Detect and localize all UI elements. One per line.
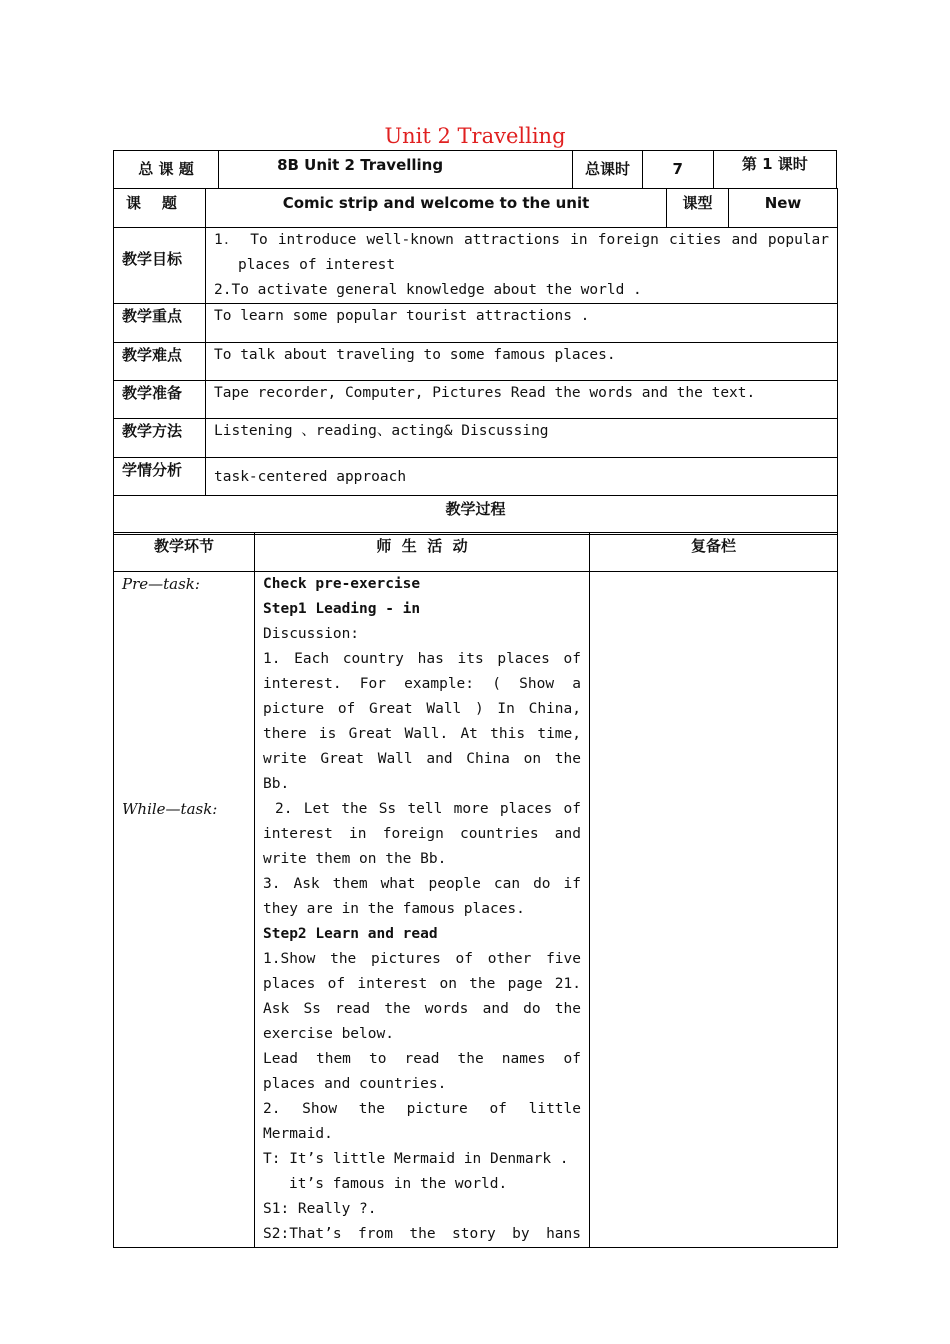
activity-line: 2. Let the Ss tell more places of interest in foreign countries and write them on the Bb. — [263, 801, 581, 867]
activity-line: Check pre-exercise — [263, 576, 421, 592]
preparation-text: Tape recorder, Computer, Pictures Read the words and the text. — [206, 381, 838, 419]
goal-label: 教学目标 — [114, 228, 206, 304]
activity-line: S1: Really ?. — [263, 1201, 377, 1217]
stage-cell — [114, 572, 255, 1248]
lesson-number: 第 1 课时 — [713, 151, 836, 189]
topic-value: 8B Unit 2 Travelling — [219, 151, 573, 189]
activity-line: T: It’s little Mermaid in Denmark . — [263, 1151, 569, 1167]
difficulty-text: To talk about traveling to some famous places. — [206, 343, 838, 381]
while-task-label: While—task: — [122, 800, 218, 818]
activity-line: Step2 Learn and read — [263, 926, 438, 942]
col-notes-header: 复备栏 — [590, 533, 838, 572]
notes-cell — [590, 572, 838, 1248]
topic-label: 总 课 题 — [114, 151, 219, 189]
activity-line: 2. Show the picture of little Mermaid. — [263, 1101, 581, 1142]
lesson-header-table — [113, 150, 837, 189]
total-hours-value: 7 — [642, 151, 713, 189]
goal-line-1b: places of interest — [238, 257, 396, 273]
page-title: Unit 2 Travelling — [384, 124, 566, 148]
goal-text — [206, 228, 838, 304]
activity-line: 1. Each country has its places of interest. For example: ( Show a picture of Great Wall ) In China, there is Great Wall. At this time, write Great Wall and China on the Bb. — [263, 651, 581, 792]
activity-line: 3. Ask them what people can do if they are in the famous places. — [263, 876, 581, 917]
lesson-info-table — [113, 227, 838, 535]
goal-line-1: 1． To introduce well-known attractions in foreign cities and popular — [214, 232, 829, 248]
key-point-label: 教学重点 — [114, 304, 206, 343]
lesson-subject-table — [113, 188, 838, 228]
analysis-text: task-centered approach — [206, 458, 838, 496]
activity-line: Lead them to read the names of places and countries. — [263, 1051, 581, 1092]
lesson-type-value: New — [729, 189, 838, 228]
col-stage-header: 教学环节 — [114, 533, 255, 572]
activity-line: Step1 Leading - in — [263, 601, 421, 617]
method-text: Listening 、reading、acting& Discussing — [206, 419, 838, 458]
key-point-text: To learn some popular tourist attractions . — [206, 304, 838, 343]
analysis-label: 学情分析 — [114, 458, 206, 496]
preparation-label: 教学准备 — [114, 381, 206, 419]
pre-task-label: Pre—task: — [122, 575, 200, 593]
total-hours-label: 总课时 — [573, 151, 643, 189]
activity-cell — [255, 572, 590, 1248]
process-table — [113, 532, 838, 1248]
lesson-value: Comic strip and welcome to the unit — [206, 189, 667, 228]
lesson-type-label: 课型 — [667, 189, 729, 228]
activity-line: S2:That’s from the story by hans — [263, 1226, 581, 1242]
goal-line-2: 2.To activate general knowledge about the world . — [214, 282, 642, 298]
process-heading: 教学过程 — [114, 496, 838, 535]
activity-line: 1.Show the pictures of other five places of interest on the page 21. Ask Ss read the words and do the exercise below. — [263, 951, 581, 1042]
lesson-label: 课 题 — [114, 189, 206, 228]
col-activity-header: 师 生 活 动 — [255, 533, 590, 572]
activity-line: Discussion: — [263, 626, 360, 642]
method-label: 教学方法 — [114, 419, 206, 458]
difficulty-label: 教学难点 — [114, 343, 206, 381]
activity-line: it’s famous in the world. — [289, 1176, 508, 1192]
